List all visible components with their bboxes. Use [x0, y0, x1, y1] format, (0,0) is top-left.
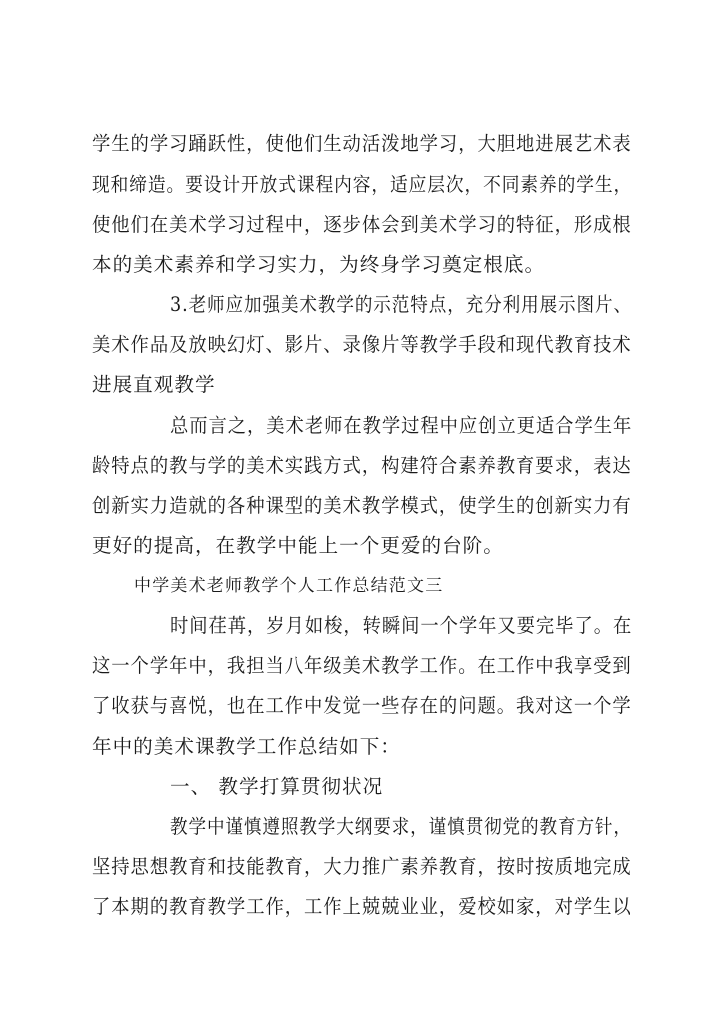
paragraph-line: 使他们在美术学习过程中，逐步体会到美术学习的特征，形成根: [92, 213, 632, 236]
paragraph-line: 进展直观教学: [92, 373, 216, 396]
paragraph-line: 龄特点的教与学的美术实践方式，构建符合素养教育要求，表达: [92, 454, 632, 477]
paragraph-line: 学生的学习踊跃性，使他们生动活泼地学习，大胆地进展艺术表: [92, 132, 632, 155]
paragraph-line: 这一个学年中，我担当八年级美术教学工作。在工作中我享受到: [92, 654, 632, 677]
paragraph-line: 了收获与喜悦，也在工作中发觉一些存在的问题。我对这一个学: [92, 694, 632, 717]
paragraph-line: 美术作品及放映幻灯、影片、录像片等教学手段和现代教育技术: [92, 333, 632, 356]
paragraph-line: 年中的美术课教学工作总结如下：: [92, 735, 401, 758]
section-heading: 中学美术老师教学个人工作总结范文三: [134, 576, 444, 596]
paragraph-line: 创新实力造就的各种课型的美术教学模式，使学生的创新实力有: [92, 494, 632, 517]
paragraph-line: 本的美术素养和学习实力，为终身学习奠定根底。: [92, 253, 546, 276]
paragraph-line: 总而言之，美术老师在教学过程中应创立更适合学生年: [170, 414, 633, 437]
paragraph-line: 了本期的教育教学工作，工作上兢兢业业，爱校如家，对学生以: [92, 895, 632, 918]
paragraph-line: 3.老师应加强美术教学的示范特点，充分利用展示图片、: [170, 293, 632, 316]
paragraph-line: 更好的提高，在教学中能上一个更爱的台阶。: [92, 534, 504, 557]
paragraph-line: 坚持思想教育和技能教育，大力推广素养教育，按时按质地完成: [92, 855, 632, 878]
paragraph-line: 现和缔造。要设计开放式课程内容，适应层次，不同素养的学生，: [92, 173, 633, 196]
paragraph-line: 教学中谨慎遵照教学大纲要求，谨慎贯彻党的教育方针，: [170, 815, 632, 838]
paragraph-line: 时间荏苒，岁月如梭，转瞬间一个学年又要完毕了。在: [170, 614, 633, 637]
subsection-heading: 一、 教学打算贯彻状况: [170, 775, 384, 798]
